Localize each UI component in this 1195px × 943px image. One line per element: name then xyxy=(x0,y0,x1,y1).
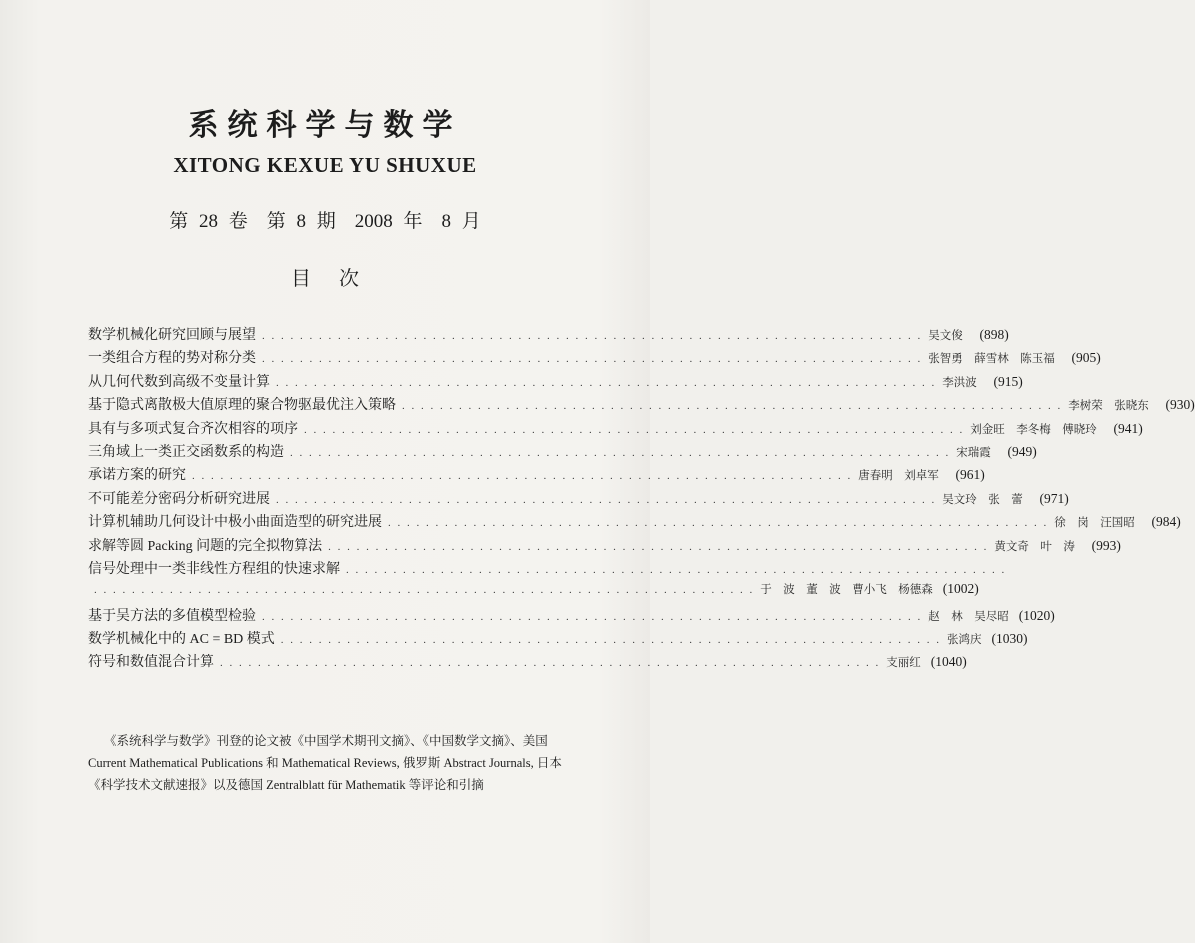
issue-info: 第 28 卷 第 8 期 2008 年 8 月 xyxy=(169,211,481,232)
toc-entry-authors: 李树荣 张晓东 xyxy=(1068,400,1149,413)
toc-entry-title: 符号和数值混合计算 xyxy=(88,655,214,671)
toc-entry-authors: 吴文俊 xyxy=(928,330,963,342)
toc-entry-title: 基于隐式离散极大值原理的聚合物驱最优注入策略 xyxy=(88,398,396,414)
dot-leader: . . . . . . . . . . . . . . . . . . . . . . . . . . . . . . . . . . . . . . . . . . . . . . . . . . . . . . . . . . . . . . . . . . . . . . xyxy=(276,493,937,506)
toc-entry xyxy=(88,558,1007,581)
toc-entry-authors: 张鸿庆 xyxy=(947,634,982,647)
toc-entry-page: (1002) xyxy=(942,581,979,597)
indexing-note xyxy=(88,730,618,796)
toc-entry xyxy=(88,371,1023,394)
toc-entry-authors: 赵 林 吴尽昭 xyxy=(928,610,1009,623)
dot-leader: . . . . . . . . . . . . . . . . . . . . . . . . . . . . . . . . . . . . . . . . . . . . . . . . . . . . . . . . . . . . . . . . . . . . . . xyxy=(220,657,881,670)
toc-entry-authors: 吴文玲 张 蕾 xyxy=(942,493,1023,506)
toc-entry-title: 承诺方案的研究 xyxy=(88,468,186,484)
toc-entry xyxy=(88,464,985,487)
toc-entry-title: 数学机械化研究回顾与展望 xyxy=(88,328,256,343)
toc-entry xyxy=(88,488,1069,511)
toc-entry xyxy=(88,418,1143,441)
toc-entry-authors: 李洪波 xyxy=(942,376,977,389)
dot-leader: . . . . . . . . . . . . . . . . . . . . . . . . . . . . . . . . . . . . . . . . . . . . . . . . . . . . . . . . . . . . . . . . . . . . . . xyxy=(262,330,923,342)
toc-entry-title: 三角域上一类正交函数系的构造 xyxy=(88,444,284,460)
dot-leader: . . . . . . . . . . . . . . . . . . . . . . . . . . . . . . . . . . . . . . . . . . . . . . . . . . . . . . . . . . . . . . . . . . . . . . xyxy=(280,634,942,647)
toc-entry-title: 从几何代数到高级不变量计算 xyxy=(88,374,270,390)
toc-entry-title: 求解等圆 Packing 问题的完全拟物算法 xyxy=(88,538,323,554)
toc-entry-page: (971) xyxy=(1039,490,1069,506)
journal-title-pinyin: XITONG KEXUE YU SHUXUE xyxy=(173,153,477,177)
dot-leader: . . . . . . . . . . . . . . . . . . . . . . . . . . . . . . . . . . . . . . . . . . . . . . . . . . . . . . . . . . . . . . . . . . . . . . xyxy=(94,584,755,597)
toc-entry-page: (1030) xyxy=(991,631,1028,647)
toc-entry xyxy=(88,605,1055,628)
dot-leader: . . . . . . . . . . . . . . . . . . . . . . . . . . . . . . . . . . . . . . . . . . . . . . . . . . . . . . . . . . . . . . . . . . . . . . xyxy=(276,376,937,389)
toc-entry-page: (915) xyxy=(993,373,1023,389)
toc-entry-authors: 刘金旺 李冬梅 傅晓玲 xyxy=(970,423,1097,436)
toc-entry-page: (941) xyxy=(1113,420,1143,436)
journal-title-chinese: 系统科学与数学 xyxy=(188,108,462,143)
dot-leader: . . . . . . . . . . . . . . . . . . . . . . . . . . . . . . . . . . . . . . . . . . . . . . . . . . . . . . . . . . . . . . . . . . . . . . xyxy=(328,540,989,553)
toc-entry-page: (930) xyxy=(1165,397,1195,413)
table-of-contents xyxy=(88,324,1195,675)
toc-entry xyxy=(88,394,1195,417)
toc-entry-authors: 张智勇 薛雪林 陈玉福 xyxy=(928,353,1055,366)
dot-leader: . . . . . . . . . . . . . . . . . . . . . . . . . . . . . . . . . . . . . . . . . . . . . . . . . . . . . . . . . . . . . . . . . . . . . . xyxy=(402,400,1063,413)
toc-entry-page: (993) xyxy=(1091,537,1121,553)
toc-entry-authors: 宋瑞霞 xyxy=(956,446,991,459)
toc-entry-title: 计算机辅助几何设计中极小曲面造型的研究进展 xyxy=(88,515,382,531)
toc-entry-page: (949) xyxy=(1007,443,1037,459)
toc-entry-page: (1020) xyxy=(1018,607,1055,623)
toc-entry xyxy=(88,628,1028,651)
dot-leader: . . . . . . . . . . . . . . . . . . . . . . . . . . . . . . . . . . . . . . . . . . . . . . . . . . . . . . . . . . . . . . . . . . . . . . xyxy=(290,446,951,459)
toc-entry xyxy=(88,441,1037,464)
toc-entry-page: (905) xyxy=(1071,350,1101,366)
toc-entry-page: (961) xyxy=(955,467,985,483)
toc-entry xyxy=(88,651,967,674)
dot-leader: . . . . . . . . . . . . . . . . . . . . . . . . . . . . . . . . . . . . . . . . . . . . . . . . . . . . . . . . . . . . . . . . . . . . . . xyxy=(262,353,923,366)
toc-entry xyxy=(88,347,1101,370)
toc-entry xyxy=(88,324,1009,347)
toc-entry-title: 信号处理中一类非线性方程组的快速求解 xyxy=(88,561,340,577)
dot-leader: . . . . . . . . . . . . . . . . . . . . . . . . . . . . . . . . . . . . . . . . . . . . . . . . . . . . . . . . . . . . . . . . . . . . . . xyxy=(192,470,853,483)
toc-entry-title: 基于吴方法的多值模型检验 xyxy=(88,608,256,624)
indexing-note-line-1: 《系统科学与数学》刊登的论文被《中国学术期刊文摘》、《中国数学文摘》、美国 xyxy=(104,734,548,748)
toc-entry xyxy=(88,535,1121,558)
dot-leader: . . . . . . . . . . . . . . . . . . . . . . . . . . . . . . . . . . . . . . . . . . . . . . . . . . . . . . . . . . . . . . . . . . . . . . xyxy=(388,517,1049,530)
toc-entry-title: 一类组合方程的势对称分类 xyxy=(88,351,256,367)
toc-entry-title: 数学机械化中的 AC = BD 模式 xyxy=(88,632,275,648)
toc-entry-title: 具有与多项式复合齐次相容的项序 xyxy=(88,421,298,437)
indexing-note-line-3: 《科学技术文献速报》以及德国 Zentralblatt für Mathematik 等评论和引摘 xyxy=(88,778,484,792)
toc-entry-authors: 于 波 董 波 曹小飞 杨德森 xyxy=(760,584,933,597)
toc-entry-authors: 唐春明 刘卓军 xyxy=(858,470,939,483)
toc-entry-page: (898) xyxy=(979,327,1009,342)
toc-entry xyxy=(88,511,1181,534)
toc-entry-authors: 徐 岗 汪国昭 xyxy=(1054,517,1135,530)
toc-heading: 目次 xyxy=(291,266,387,290)
dot-leader: . . . . . . . . . . . . . . . . . . . . . . . . . . . . . . . . . . . . . . . . . . . . . . . . . . . . . . . . . . . . . . . . . . . . . . xyxy=(262,610,923,623)
toc-entry-page: (1040) xyxy=(930,654,967,670)
dot-leader: . . . . . . . . . . . . . . . . . . . . . . . . . . . . . . . . . . . . . . . . . . . . . . . . . . . . . . . . . . . . . . . . . . . . . . xyxy=(304,423,965,436)
toc-entry-title: 不可能差分密码分析研究进展 xyxy=(88,491,270,507)
toc-entry-authors: 黄文奇 叶 涛 xyxy=(994,540,1075,553)
dot-leader: . . . . . . . . . . . . . . . . . . . . . . . . . . . . . . . . . . . . . . . . . . . . . . . . . . . . . . . . . . . . . . . . . . . . . . xyxy=(346,563,1007,576)
toc-entry-authors: 支丽红 xyxy=(886,657,921,670)
toc-entry xyxy=(88,581,979,604)
toc-entry-page: (984) xyxy=(1151,514,1181,530)
indexing-note-line-2: Current Mathematical Publications 和 Mathematical Reviews, 俄罗斯 Abstract Journals, 日本 xyxy=(88,756,562,770)
